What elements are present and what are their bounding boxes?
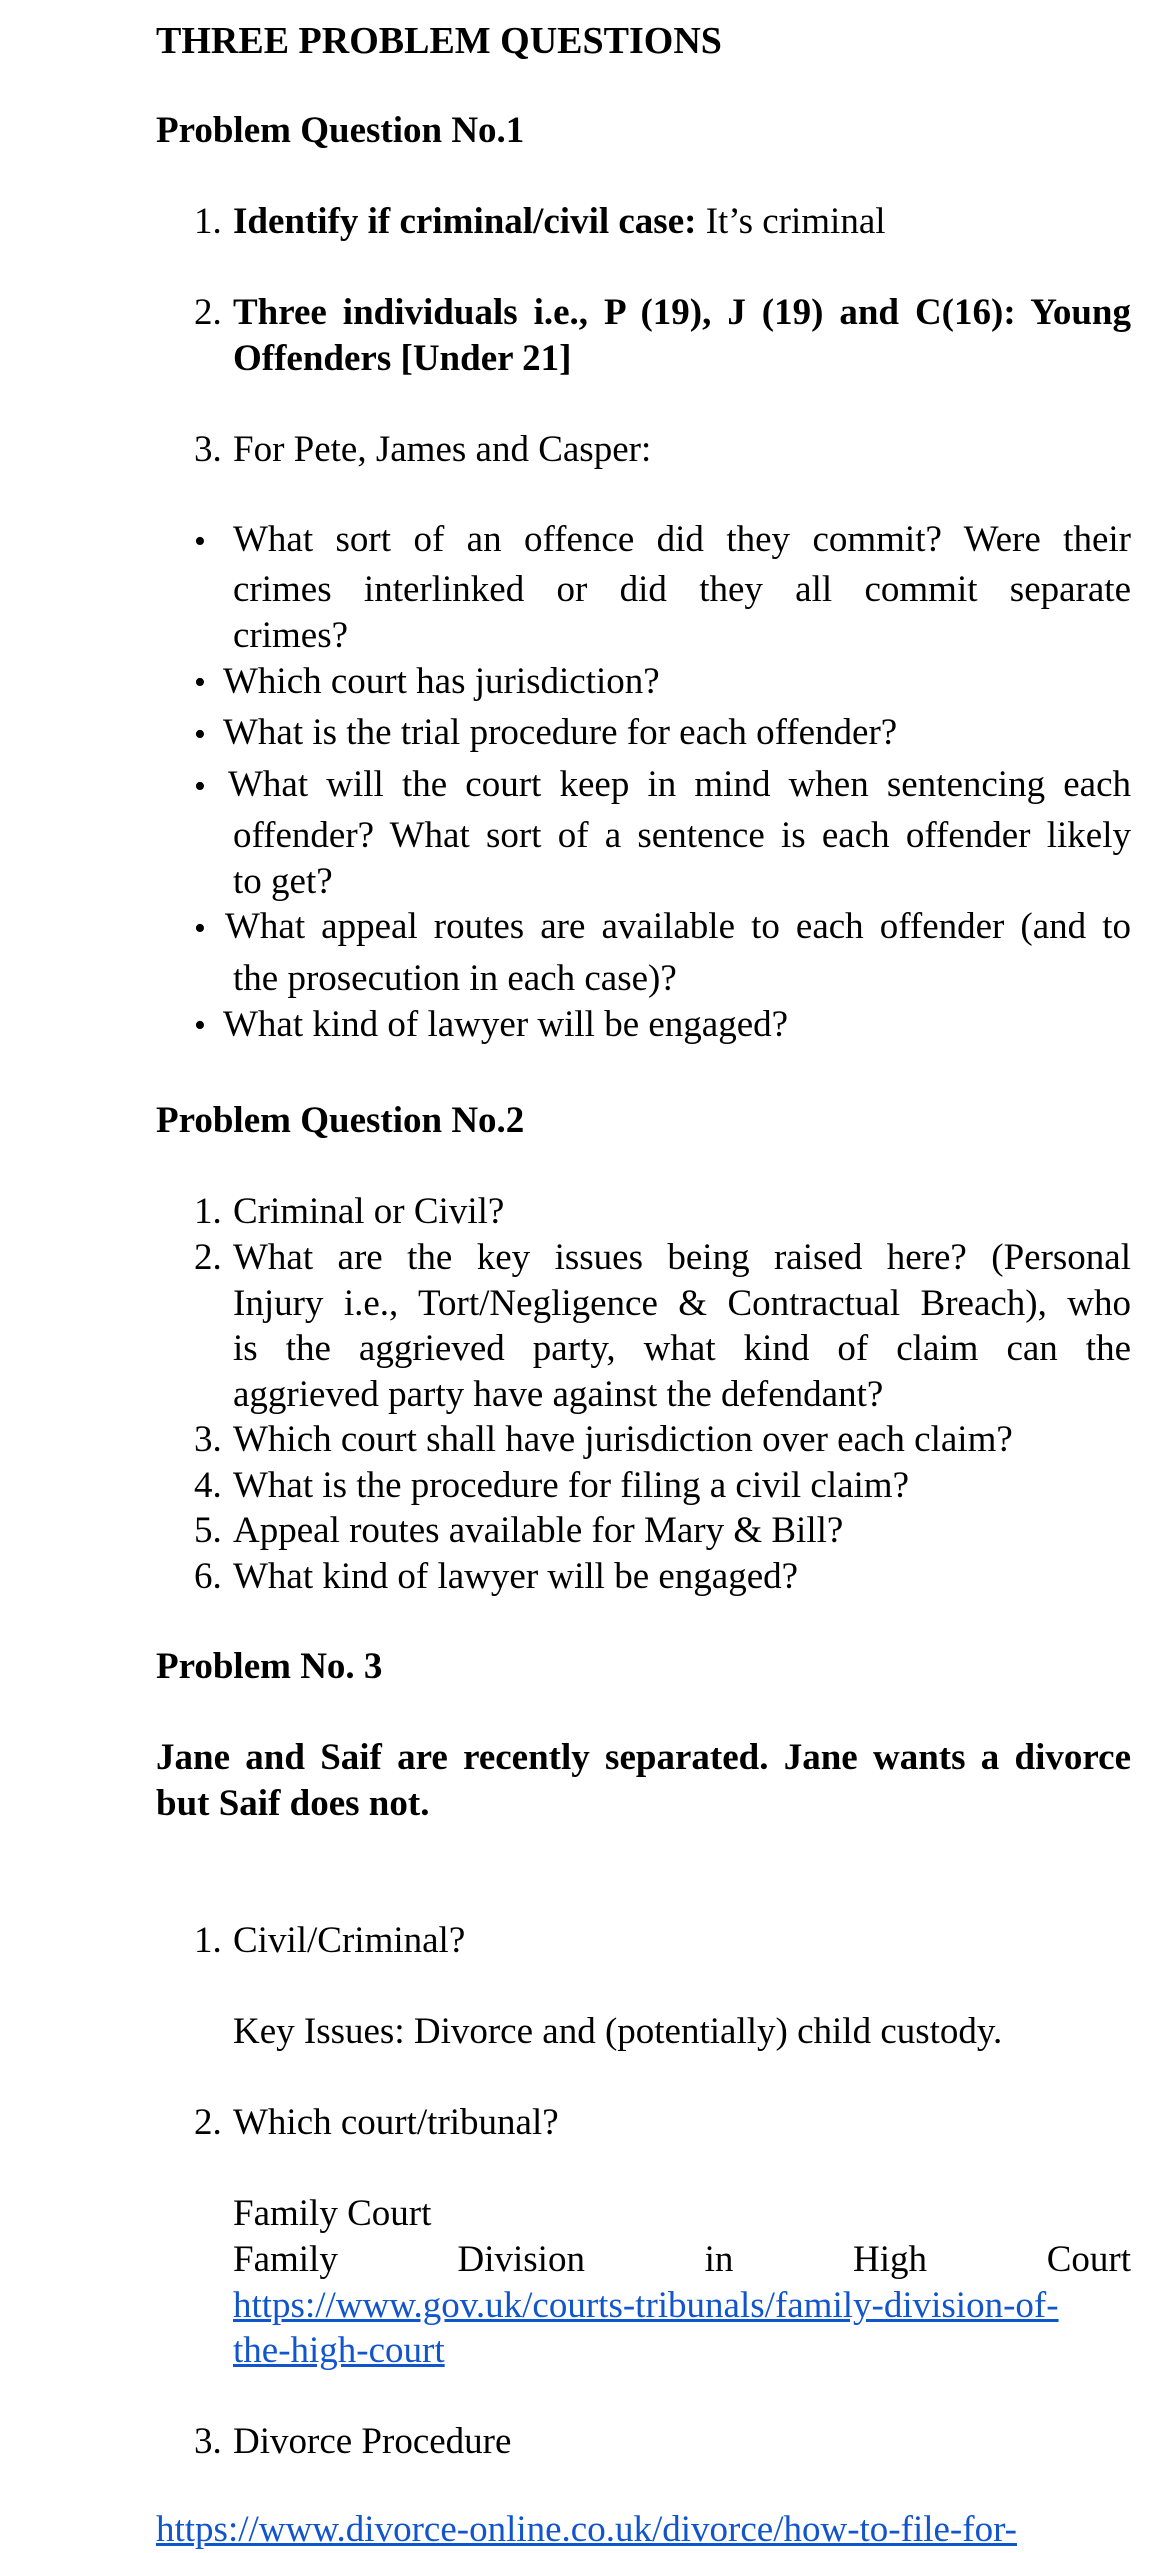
q3-heading: Problem No. 3 (156, 1646, 383, 1687)
q1-item-2-number: 2. (194, 292, 222, 333)
q3-item-3-number: 3. (194, 2421, 222, 2462)
q1-item-2-line2: Offenders [Under 21] (233, 338, 572, 379)
q2-item-1-number: 1. (194, 1191, 222, 1232)
q2-item-5-text: Appeal routes available for Mary & Bill? (233, 1510, 844, 1551)
bullet-icon: • (194, 910, 206, 947)
bullet-icon: • (194, 664, 206, 701)
q2-item-6-text: What kind of lawyer will be engaged? (233, 1556, 799, 1597)
q1-item-3-number: 3. (194, 429, 222, 470)
q1-item-1-text: It’s criminal (696, 201, 886, 242)
q2-item-4-text: What is the procedure for filing a civil claim? (233, 1465, 910, 1506)
q3-item-1-detail: Key Issues: Divorce and (potentially) child custody. (233, 2011, 1003, 2052)
q2-item-2-line2: Injury i.e., Tort/Negligence & Contractual Breach), who (233, 1283, 1131, 1324)
q1-bullet-5-line2: the prosecution in each case)? (233, 958, 677, 999)
q3-item-2-number: 2. (194, 2102, 222, 2143)
q1-bullet-4-line1: What will the court keep in mind when sentencing each (228, 764, 1131, 805)
q2-item-4-number: 4. (194, 1465, 222, 1506)
q2-item-3-number: 3. (194, 1419, 222, 1460)
bullet-icon: • (194, 768, 206, 805)
q2-item-1-text: Criminal or Civil? (233, 1191, 505, 1232)
bullet-icon: • (194, 1007, 206, 1044)
q2-item-6-number: 6. (194, 1556, 222, 1597)
q3-item-1-number: 1. (194, 1920, 222, 1961)
q1-heading: Problem Question No.1 (156, 110, 525, 151)
q1-item-1-number: 1. (194, 201, 222, 242)
q2-item-2-number: 2. (194, 1237, 222, 1278)
q1-item-1 (233, 199, 886, 245)
q1-item-3-text: For Pete, James and Casper: (233, 429, 652, 470)
q3-intro-line1: Jane and Saif are recently separated. Jane wants a divorce (156, 1737, 1131, 1778)
q3-item-2-text: Which court/tribunal? (233, 2102, 559, 2143)
q1-bullet-1-line1: What sort of an offence did they commit? Were their (233, 519, 1131, 560)
q2-item-3-text: Which court shall have jurisdiction over each claim? (233, 1419, 1013, 1460)
family-division-link-line2[interactable]: the-high-court (233, 2330, 445, 2371)
bullet-icon: • (194, 523, 206, 560)
bullet-icon: • (194, 716, 206, 753)
q2-item-2-line3: is the aggrieved party, what kind of claim can the (233, 1328, 1131, 1369)
q1-bullet-3-line1: What is the trial procedure for each offender? (223, 712, 898, 753)
q3-item-2-detail1: Family Court (233, 2193, 432, 2234)
q2-item-5-number: 5. (194, 1510, 222, 1551)
q1-bullet-5-line1: What appeal routes are available to each offender (and to (225, 906, 1131, 947)
q1-item-2-line1: Three individuals i.e., P (19), J (19) and C(16): Young (233, 292, 1131, 333)
q3-item-2-detail2: Family Division in High Court (233, 2239, 1131, 2280)
q2-heading: Problem Question No.2 (156, 1100, 525, 1141)
q1-bullet-6-line1: What kind of lawyer will be engaged? (223, 1004, 789, 1045)
q1-bullet-2-line1: Which court has jurisdiction? (223, 661, 660, 702)
q2-item-2-line4: aggrieved party have against the defendant? (233, 1374, 884, 1415)
divorce-online-link[interactable]: https://www.divorce-online.co.uk/divorce/how-to-file-for- (156, 2509, 1017, 2550)
q2-item-2-line1: What are the key issues being raised here? (Personal (233, 1237, 1131, 1278)
page-title: THREE PROBLEM QUESTIONS (156, 20, 722, 62)
q1-item-1-label: Identify if criminal/civil case: (233, 201, 697, 242)
q3-item-1-text: Civil/Criminal? (233, 1920, 466, 1961)
q3-item-3-text: Divorce Procedure (233, 2421, 512, 2462)
q1-bullet-1-line3: crimes? (233, 615, 349, 656)
q1-bullet-1-line2: crimes interlinked or did they all commit separate (233, 569, 1131, 610)
family-division-link-line1[interactable]: https://www.gov.uk/courts-tribunals/family-division-of- (233, 2285, 1059, 2326)
q1-bullet-4-line3: to get? (233, 861, 333, 902)
q1-bullet-4-line2: offender? What sort of a sentence is each offender likely (233, 815, 1131, 856)
q3-intro-line2: but Saif does not. (156, 1783, 430, 1824)
